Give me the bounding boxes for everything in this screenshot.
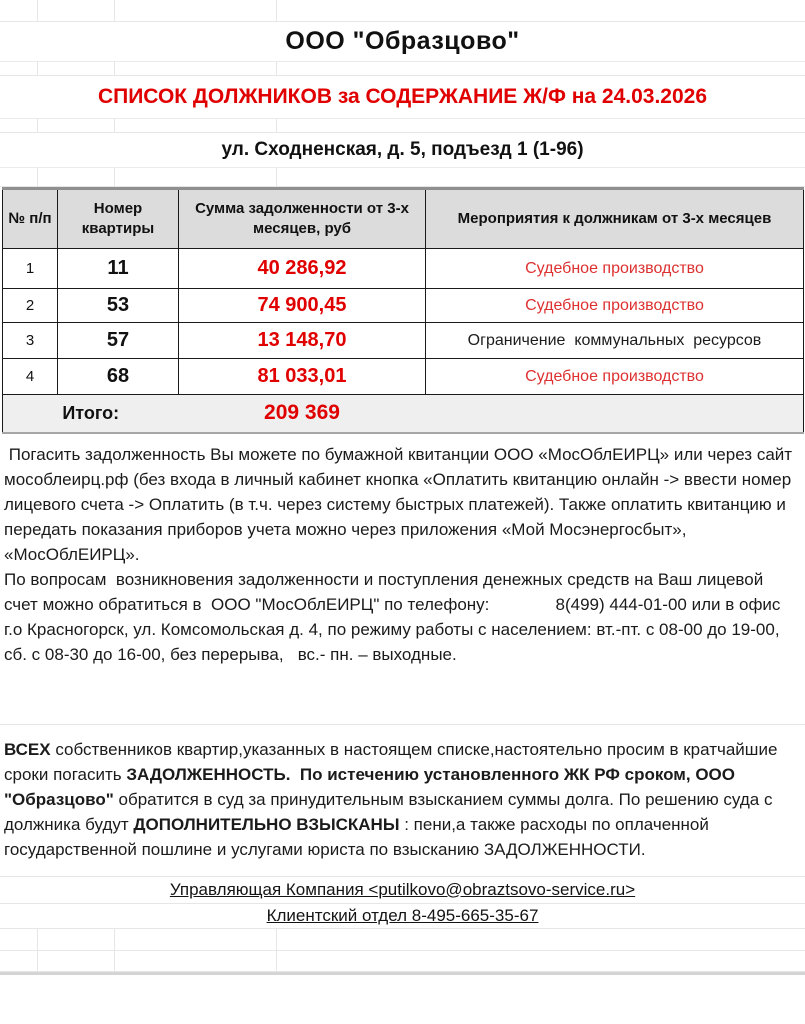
total-empty-cell (426, 395, 804, 433)
payment-info-paragraph: Погасить задолженность Вы можете по бумажной квитанции ООО «МосОблЕИРЦ» или через сайт мособлеирц.рф (без входа в личный кабинет кнопка «Оплатить квитанцию онлайн -> ввести номер лицевого счета -> Оплатить (в т.ч. через систему быстрых платежей). Также оплатить квитанцию и передать показания приборов учета можно через приложения «Мой Мосэнергосбыт», «МосОблЕИРЦ». (4, 444, 797, 564)
grid-band (0, 929, 805, 951)
action-text: Судебное производство (525, 296, 704, 314)
action-cell (426, 359, 804, 395)
debt-amount: 81 033,01 (179, 359, 426, 395)
notes-block (0, 434, 805, 667)
management-company-email: Управляющая Компания <putilkovo@obraztsovo-service.ru> (169, 879, 636, 899)
footer-company-row (0, 877, 805, 904)
table-row (3, 289, 804, 323)
address-title: ул. Сходненская, д. 5, подъезд 1 (1-96) (221, 139, 584, 160)
table-row (3, 323, 804, 359)
footer-client-dept-row (0, 904, 805, 929)
grid-band (0, 119, 805, 133)
action-text: Ограничение коммунальных ресурсов (467, 331, 762, 349)
company-title-row (0, 22, 805, 62)
row-number: 3 (3, 323, 58, 359)
table-row (3, 249, 804, 289)
debt-amount: 74 900,45 (179, 289, 426, 323)
action-cell (426, 249, 804, 289)
list-title-row (0, 76, 805, 119)
action-text: Судебное производство (525, 259, 704, 277)
row-number: 1 (3, 249, 58, 289)
apartment-number: 57 (58, 323, 179, 359)
apartment-number: 11 (58, 249, 179, 289)
grid-band (0, 951, 805, 972)
client-department-phone: Клиентский отдел 8-495-665-35-67 (266, 905, 539, 925)
list-title: СПИСОК ДОЛЖНИКОВ за СОДЕРЖАНИЕ Ж/Ф на 24.03.2026 (97, 85, 708, 108)
total-label: Итого: (3, 395, 179, 433)
apartment-number: 53 (58, 289, 179, 323)
header-actions: Мероприятия к должникам от 3-х месяцев (426, 189, 804, 249)
header-num: № п/п (3, 189, 58, 249)
warning-paragraph: ВСЕХ собственников квартир,указанных в настоящем списке,настоятельно просим в кратчайшие сроки погасить ЗАДОЛЖЕННОСТЬ. По истечению установленного ЖК РФ сроком, ООО "Образцово" обратится в суд за принудительным взысканием суммы долга. По решению суда с должника будут ДОПОЛНИТЕЛЬНО ВЗЫСКАНЫ : пени,а также расходы по оплаченной государственной пошлине и услугами юриста по взысканию ЗАДОЛЖЕННОСТИ. (4, 739, 783, 859)
empty-grid-row (0, 667, 805, 725)
grid-band (0, 0, 805, 22)
total-row (3, 395, 804, 433)
address-row (0, 133, 805, 168)
row-number: 4 (3, 359, 58, 395)
table-header-row (3, 189, 804, 249)
row-number: 2 (3, 289, 58, 323)
action-cell (426, 323, 804, 359)
contact-info-paragraph: По вопросам возникновения задолженности и поступления денежных средств на Ваш лицевой счет можно обратиться в ООО "МосОблЕИРЦ" по телефону: 8(499) 444-01-00 или в офис г.о Красногорск, ул. Комсомольская д. 4, по режиму работы с населением: вт.-пт. с 08-00 до 19-00, сб. с 08-30 до 16-00, без перерыва, вс.- пн. – выходные. (4, 569, 786, 664)
table-row (3, 359, 804, 395)
grid-band (0, 62, 805, 76)
empty-grid-row (0, 862, 805, 877)
header-apartment: Номер квартиры (58, 189, 179, 249)
total-value: 209 369 (179, 395, 426, 433)
grid-band (0, 168, 805, 187)
apartment-number: 68 (58, 359, 179, 395)
debt-amount: 13 148,70 (179, 323, 426, 359)
debtors-table (2, 187, 804, 434)
debt-amount: 40 286,92 (179, 249, 426, 289)
action-cell (426, 289, 804, 323)
action-text: Судебное производство (525, 367, 704, 385)
bottom-edge-strip (0, 972, 805, 975)
header-amount: Сумма задолженности от 3-х месяцев, руб (179, 189, 426, 249)
company-title: ООО "Образцово" (285, 27, 520, 55)
